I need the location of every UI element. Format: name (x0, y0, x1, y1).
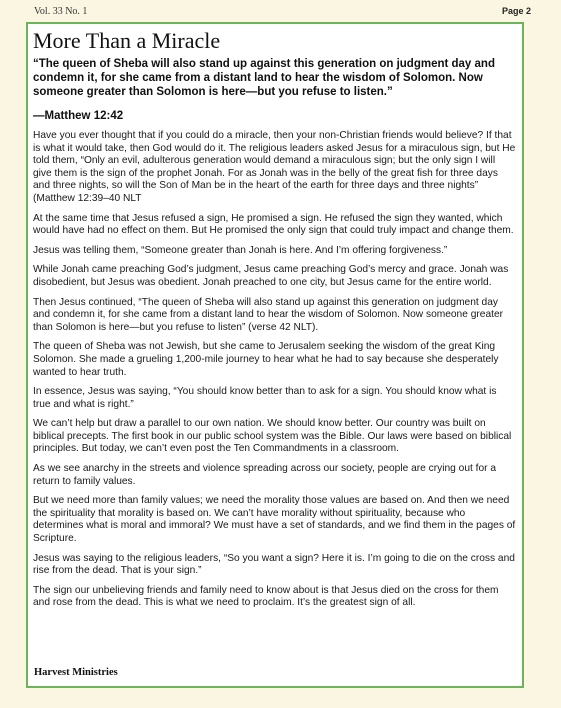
paragraph-7: In essence, Jesus was saying, “You should know better than to ask for a sign. You should know what is true and what is right.” (33, 386, 497, 410)
paragraph-12: The sign our unbelieving friends and family need to know about is that Jesus died on the cross for them and rose from the dead. This is what we need to proclaim. It’s the greatest sign of all. (33, 584, 499, 609)
article-title: More Than a Miracle (33, 28, 221, 53)
paragraph-5: Then Jesus continued, “The queen of Sheba will also stand up against this generation on judgment day and condemn it, for she came from a distant land to hear the wisdom of Solomon. Now someone greater than Solomon is here—but you refuse to listen” (verse 42 NLT). (33, 296, 504, 333)
ministry-signature: Harvest Ministries (34, 667, 118, 678)
scripture-citation: —Matthew 12:42 (33, 110, 124, 122)
paragraph-1: Have you ever thought that if you could do a miracle, then your non-Christian friends would believe? If that is what it would take, then God would do it. The religious leaders asked Jesus for a miraculous sign, but He told them, “Only an evil, adulterous generation would demand a miraculous sign; but the only sign I will give them is the sign of the prophet Jonah. For as Jonah was in the belly of the great fish for three days and three nights, so will the Son of Man be in the heart of the earth for three days and three nights” (Matthew 12:39–40 NLT (33, 130, 516, 204)
paragraph-6: The queen of Sheba was not Jewish, but she came to Jerusalem seeking the wisdom of the great King Solomon. She made a grueling 1,200-mile journey to hear what he had to say because she desperately wanted to hear truth. (33, 341, 499, 378)
volume-label: Vol. 33 No. 1 (34, 6, 88, 17)
paragraph-4: While Jonah came preaching God’s judgment, Jesus came preaching God’s mercy and grace. Jonah was disobedient, but Jesus was obedient. Jonah preached to one city, but Jesus came for the entire world. (33, 264, 509, 288)
scripture-quote: “The queen of Sheba will also stand up against this generation on judgment day and condemn it, for she came from a distant land to hear the wisdom of Solomon. Now someone greater than Solomon is here—but you refuse to listen.” (33, 58, 495, 98)
paragraph-9: As we see anarchy in the streets and violence spreading across our society, people are crying out for a return to family values. (33, 463, 497, 487)
paragraph-3: Jesus was telling them, “Someone greater than Jonah is here. And I’m offering forgiveness.” (33, 244, 448, 256)
paragraph-11: Jesus was saying to the religious leaders, “So you want a sign? Here it is. I’m going to die on the cross and rise from the dead. That is your sign.” (33, 552, 515, 577)
paragraph-2: At the same time that Jesus refused a sign, He promised a sign. He refused the sign they wanted, which would have had no effect on them. But He promised the only sign that could truly impact and change them. (33, 212, 514, 237)
paragraph-10: But we need more than family values; we need the morality those values are based on. And then we need the spirituality that morality is based on. We can’t have morality without spirituality, because who determines what is moral and immoral? We must have a set of standards, and we find them in the pages of Scripture. (33, 495, 516, 545)
page-number: Page 2 (501, 6, 531, 16)
paragraph-8: We can’t help but draw a parallel to our own nation. We should know better. Our country was built on biblical precepts. The first book in our public school system was the Bible. Our laws were based on biblical principles. But today, we can’t even post the Ten Commandments in a classroom. (33, 418, 512, 455)
article-panel (26, 22, 524, 688)
